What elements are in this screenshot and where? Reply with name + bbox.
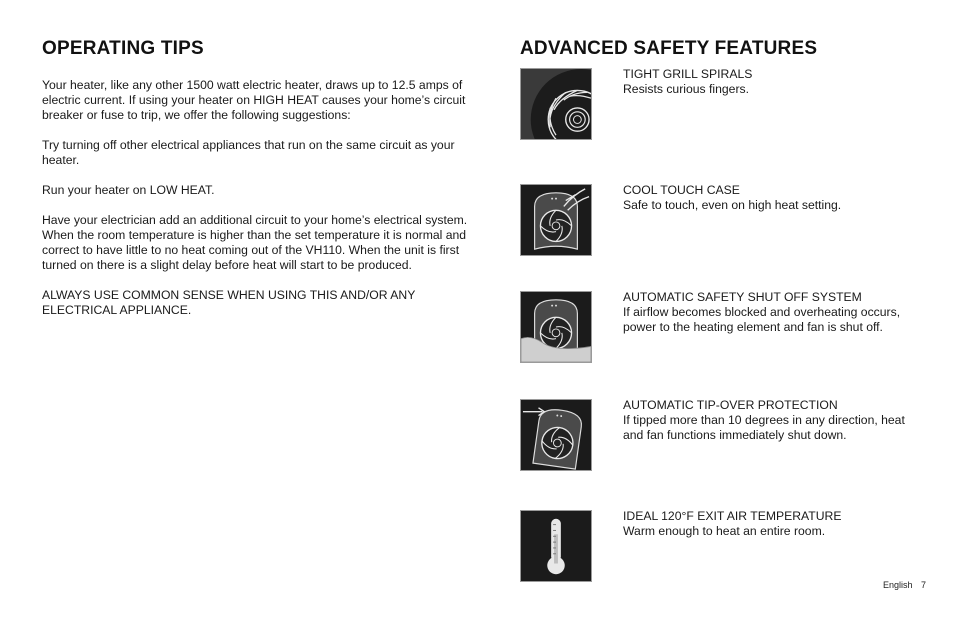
- page-number: 7: [920, 580, 926, 590]
- feature-title: COOL TOUCH CASE: [623, 183, 740, 197]
- feature-desc: If airflow becomes blocked and overheating occurs, power to the heating element and fan is shut off.: [623, 305, 901, 334]
- feature-title: AUTOMATIC SAFETY SHUT OFF SYSTEM: [623, 290, 862, 304]
- feature-cool-touch: [520, 184, 920, 258]
- feature-title: TIGHT GRILL SPIRALS: [623, 67, 753, 81]
- tip-paragraph-3: Run your heater on LOW HEAT.: [42, 183, 215, 197]
- feature-desc: If tipped more than 10 degrees in any direction, heat and fan functions immediately shut down.: [623, 413, 905, 442]
- tip-paragraph-4: Have your electrician add an additional circuit to your home’s electrical system. When the room temperature is higher than the set temperature it is normal and correct to have little to no heat coming out of the VH110. When the unit is first turned on there is a slight delay before heat will start to be produced.: [42, 213, 468, 272]
- thermometer-icon: [520, 510, 592, 582]
- feature-desc: Warm enough to heat an entire room.: [623, 524, 826, 538]
- grill-spiral-icon: [520, 68, 592, 140]
- tip-paragraph-1: Your heater, like any other 1500 watt electric heater, draws up to 12.5 amps of electric current. If using your heater on HIGH HEAT causes your home’s circuit breaker or fuse to trip, we offer the following suggestions:: [42, 78, 466, 122]
- blocked-airflow-icon: [520, 291, 592, 363]
- feature-tip-over: [520, 399, 920, 473]
- feature-exit-air-temp: [520, 510, 920, 584]
- feature-desc: Safe to touch, even on high heat setting.: [623, 198, 842, 212]
- safety-features-heading: ADVANCED SAFETY FEATURES: [520, 38, 818, 59]
- footer-language: English: [882, 580, 913, 590]
- feature-grill-spirals: [520, 68, 920, 142]
- page-footer: [877, 580, 926, 590]
- cool-touch-hand-icon: [520, 184, 592, 256]
- safety-features-section: [520, 38, 920, 538]
- feature-auto-shutoff: [520, 291, 920, 365]
- operating-tips-heading: OPERATING TIPS: [42, 38, 204, 59]
- tip-over-arrow-icon: [520, 399, 592, 471]
- tip-paragraph-5: ALWAYS USE COMMON SENSE WHEN USING THIS AND/OR ANY ELECTRICAL APPLIANCE.: [42, 288, 416, 317]
- tip-paragraph-2: Try turning off other electrical appliances that run on the same circuit as your heater.: [42, 138, 455, 167]
- feature-desc: Resists curious fingers.: [623, 82, 749, 96]
- feature-title: IDEAL 120°F EXIT AIR TEMPERATURE: [623, 509, 842, 523]
- feature-title: AUTOMATIC TIP-OVER PROTECTION: [623, 398, 838, 412]
- operating-tips-section: [42, 38, 482, 333]
